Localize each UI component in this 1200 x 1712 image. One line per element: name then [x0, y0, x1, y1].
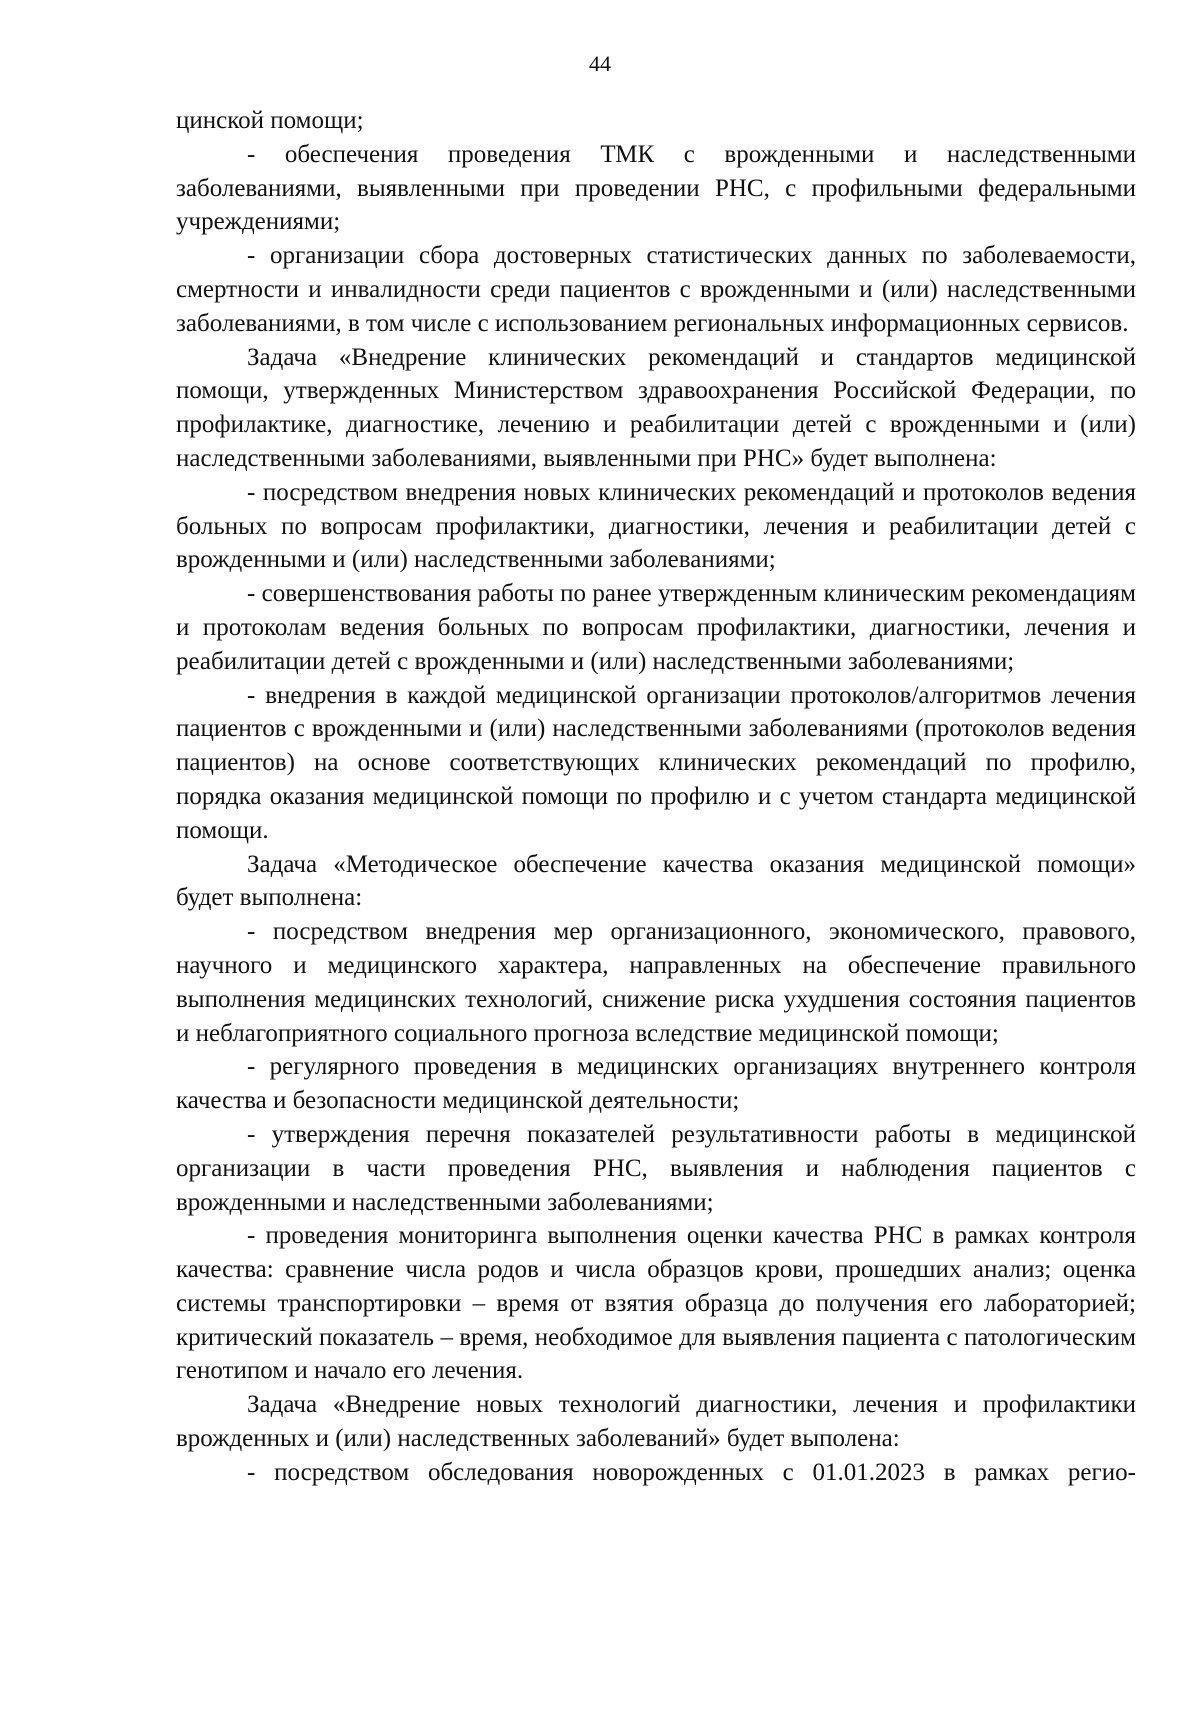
paragraph-13: Задача «Внедрение новых технологий диагностики, лечения и профилактики врожденных и (или) наследственных заболеваний» будет выполена:: [176, 1391, 1136, 1453]
paragraph-2: - обеспечения проведения ТМК с врожденными и наследственными заболеваниями, выявленными при проведении РНС, с профильными федеральными учреждениями;: [176, 140, 1136, 236]
page-number: 44: [589, 51, 611, 76]
body-text: [176, 104, 1136, 1490]
paragraph-6: - совершенствования работы по ранее утвержденным клиническим рекомендациям и протоколам ведения больных по вопросам профилактики, диагностики, лечения и реабилитации детей с врожденными и (или) наследственными заболеваниями;: [176, 580, 1136, 675]
paragraph-11: - утверждения перечня показателей результативности работы в медицинской организации в части проведения РНС, выявления и наблюдения пациентов с врожденными и наследственными заболеваниями;: [176, 1120, 1136, 1216]
paragraph-9: - посредством внедрения мер организационного, экономического, правового, научного и медицинского характера, направленных на обеспечение правильного выполнения медицинских технологий, снижение риска ухудшения состояния пациентов и неблагоприятного социального прогноза вследствие медицинской помощи;: [176, 918, 1136, 1047]
paragraph-1: цинской помощи;: [176, 107, 364, 134]
paragraph-14: - посредством обследования новорожденных с 01.01.2023 в рамках регио-: [247, 1458, 1136, 1486]
paragraph-3: - организации сбора достоверных статистических данных по заболеваемости, смертности и инвалидности среди пациентов с врожденными и (или) наследственными заболеваниями, в том числе с использованием региональных информационных сервисов.: [176, 242, 1136, 337]
paragraph-12: - проведения мониторинга выполнения оценки качества РНС в рамках контроля качества: сравнение числа родов и числа образцов крови, прошедших анализ; оценка системы транспортировки – время от взятия образца до получения его лабораторией; критический показатель – время, необходимое для выявления пациента с патологическим генотипом и начало его лечения.: [176, 1222, 1136, 1385]
paragraph-4: Задача «Внедрение клинических рекомендаций и стандартов медицинской помощи, утвержденных Министерством здравоохранения Российской Федерации, по профилактике, диагностике, лечению и реабилитации детей с врожденными и (или) наследственными заболеваниями, выявленными при РНС» будет выполнена:: [176, 343, 1136, 472]
paragraph-5: - посредством внедрения новых клинических рекомендаций и протоколов ведения больных по вопросам профилактики, диагностики, лечения и реабилитации детей с врожденными и (или) наследственными заболеваниями;: [176, 478, 1136, 574]
paragraph-10: - регулярного проведения в медицинских организациях внутреннего контроля качества и безопасности медицинской деятельности;: [176, 1053, 1136, 1115]
paragraph-8: Задача «Методическое обеспечение качества оказания медицинской помощи» будет выполнена:: [176, 850, 1136, 912]
paragraph-7: - внедрения в каждой медицинской организации протоколов/алгоритмов лечения пациентов с врожденными и (или) наследственными заболеваниями (протоколов ведения пациентов) на основе соответствующих клинических рекомендаций по профилю, порядка оказания медицинской помощи по профилю и с учетом стандарта медицинской помощи.: [176, 681, 1136, 844]
